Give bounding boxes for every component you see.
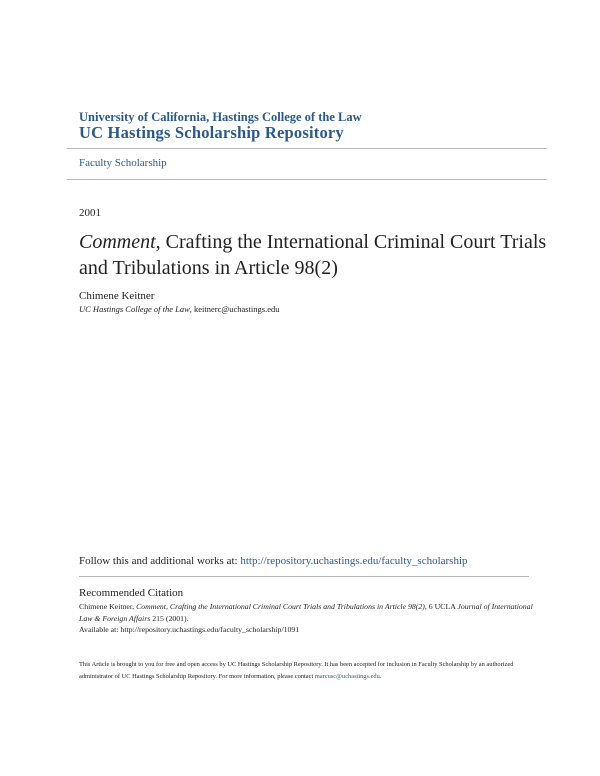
divider-bottom bbox=[67, 179, 547, 180]
notice-text: This Article is brought to you for free and open access by UC Hastings Scholarship Repository. It has been accepted for inclusion in Faculty Scholarship by an authorized administrator of UC Hastings Scholarship Repository. For more information, please contact bbox=[79, 661, 514, 680]
citation-work: Comment, Crafting the International Criminal Court Trials and Tribulations in Article 98(2) bbox=[136, 602, 425, 611]
citation-available-text: Available at: bbox=[79, 625, 121, 634]
affiliation-name: UC Hastings College of the Law bbox=[79, 304, 190, 314]
author-affiliation bbox=[79, 304, 279, 314]
author-name: Chimene Keitner bbox=[79, 290, 155, 302]
citation-author: Chimene Keitner, bbox=[79, 602, 137, 611]
notice-end: . bbox=[379, 672, 382, 680]
divider-top bbox=[67, 148, 547, 149]
follow-text: Follow this and additional works at: bbox=[79, 555, 241, 567]
access-notice bbox=[79, 659, 539, 682]
author-email: , keitnerc@uchastings.edu bbox=[189, 304, 280, 314]
citation-volume: , 6 UCLA bbox=[424, 602, 458, 611]
contact-email-link[interactable]: marcusc@uchastings.edu bbox=[314, 672, 380, 680]
title-italic: Comment bbox=[79, 231, 156, 253]
institution-name[interactable]: University of California, Hastings College of the Law bbox=[79, 110, 362, 124]
publication-year: 2001 bbox=[79, 207, 101, 219]
recommended-citation bbox=[79, 601, 534, 636]
series-link[interactable]: Faculty Scholarship bbox=[79, 157, 167, 169]
divider-citation bbox=[79, 576, 529, 577]
follow-line bbox=[79, 555, 468, 567]
follow-link[interactable]: http://repository.uchastings.edu/faculty_scholarship bbox=[240, 555, 468, 567]
recommended-citation-heading: Recommended Citation bbox=[79, 587, 184, 599]
article-title bbox=[79, 229, 549, 281]
title-main: , Crafting the International Criminal Court Trials and Tribulations in Article 98(2) bbox=[79, 231, 547, 279]
citation-pages: 215 (2001). bbox=[150, 613, 189, 623]
repository-name[interactable]: UC Hastings Scholarship Repository bbox=[79, 123, 344, 142]
citation-journal: Journal of International Law & Foreign Affairs bbox=[79, 602, 533, 623]
citation-available-url[interactable]: http://repository.uchastings.edu/faculty_scholarship/1091 bbox=[120, 625, 300, 634]
